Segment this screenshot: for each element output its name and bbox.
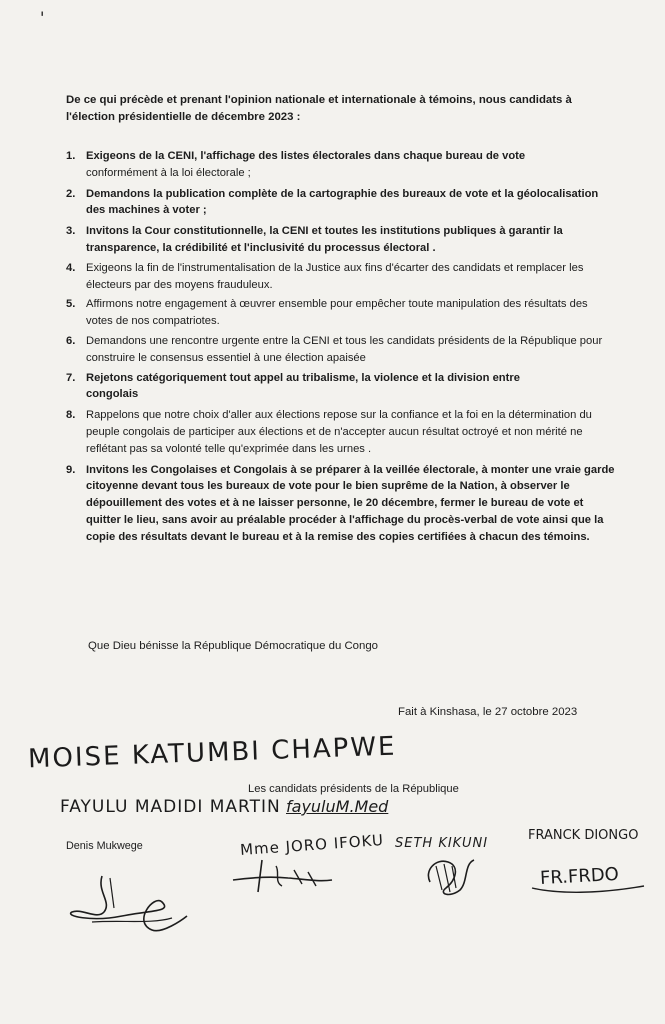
- list-item: 5. Affirmons notre engagement à œuvrer ensemble pour empêcher toute manipulation des résultats des votes de nos compatriotes.: [66, 298, 588, 328]
- handwritten-name-diongo: FRANCK DIONGO: [528, 828, 639, 843]
- intro-paragraph: De ce qui précède et prenant l'opinion nationale et internationale à témoins, nous candidats à l'élection présidentielle de décembre 2023 :: [66, 94, 572, 123]
- handwritten-name-fayulu: FAYULU MADIDI MARTIN: [60, 797, 281, 817]
- list-item: 9. Invitons les Congolaises et Congolais à se préparer à la veillée électorale, à monter une vraie garde citoyenne devant tous les bureaux de vote pour le bien suprême de la Nation, à observer le dépouillement des votes et à ne laisser personne, le 20 décembre, fermer le bureau de vote et quitter le lieu, sans avoir au préalable procéder à l'affichage du procès-verbal de vote ainsi que la copie des résultats devant le bureau et à la remise des copies certifiées à chacun des témoins.: [66, 463, 615, 543]
- handwritten-name-ifoku: Mme JORO IFOKU: [239, 830, 385, 860]
- list-item: 1. Exigeons de la CENI, l'affichage des listes électorales dans chaque bureau de vote conformément à la loi électorale ;: [66, 150, 526, 179]
- demands-list: [66, 148, 616, 546]
- place-date: Fait à Kinshasa, le 27 octobre 2023: [398, 706, 578, 718]
- closing-line: Que Dieu bénisse la République Démocratique du Congo: [88, 640, 379, 652]
- signature-mukwege: [62, 872, 192, 942]
- signature-diongo-flourish: [528, 880, 648, 900]
- fayulu-signature-text: fayuluM.Med: [286, 797, 389, 816]
- typed-name-mukwege: Denis Mukwege: [66, 840, 143, 852]
- list-item: 2. Demandons la publication complète de la cartographie des bureaux de vote et la géolocalisation des machines à voter ;: [66, 187, 599, 217]
- signature-kikuni: [420, 852, 480, 902]
- handwritten-name-kikuni: SETH KIKUNI: [395, 836, 489, 851]
- signers-heading: Les candidats présidents de la République: [248, 783, 459, 795]
- corner-mark: ': [40, 8, 46, 27]
- list-item: 8. Rappelons que notre choix d'aller aux élections repose sur la confiance et la foi en la détermination du peuple congolais de participer aux élections et de n'accepter aucun résultat octroyé et non mérité ne reflétant pas sa volonté telle qu'exprimée dans les urnes .: [66, 409, 592, 455]
- list-item: 3. Invitons la Cour constitutionnelle, la CENI et toutes les institutions publiques à garantir la transparence, la crédibilité et l'inclusivité du processus électoral .: [66, 225, 563, 254]
- signature-ifoku: [228, 858, 338, 898]
- handwritten-name-katumbi: MOISE KATUMBI CHAPWE: [27, 731, 397, 775]
- list-item: 7. Rejetons catégoriquement tout appel au tribalisme, la violence et la division entre congolais: [66, 371, 520, 401]
- list-item: 4. Exigeons la fin de l'instrumentalisation de la Justice aux fins d'écarter des candidats et remplacer les électeurs par des moyens frauduleux.: [66, 261, 584, 291]
- list-item: 6. Demandons une rencontre urgente entre la CENI et tous les candidats présidents de la République pour construire le consensus essentiel à une élection apaisée: [66, 334, 603, 364]
- diongo-signature-text: FR.FRDO: [539, 863, 620, 890]
